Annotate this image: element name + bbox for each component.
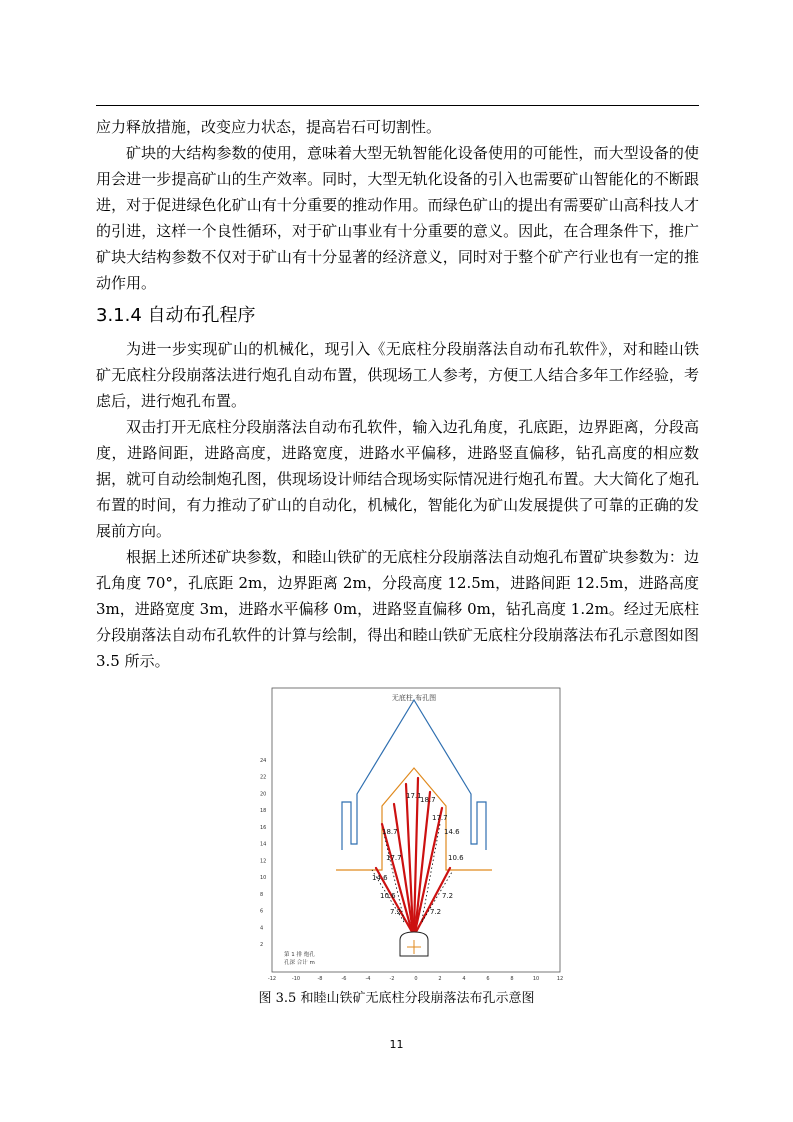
hole-label: 7.2 [442,892,454,900]
x-tick-label: 8 [510,976,514,982]
x-tick-label: -8 [317,976,323,982]
paragraph: 双击打开无底柱分段崩落法自动布孔软件，输入边孔角度，孔底距，边界距离，分段高度，进路间距，进路高度，进路宽度，进路水平偏移，进路竖直偏移，钻孔高度的相应数据，就可自动绘制炮孔图，供现场设计师结合现场实际情况进行炮孔布置。大大简化了炮孔布置的时间，有力推动了矿山的自动化，机械化，智能化为矿山发展提供了可靠的正确的发展前方向。 [96,418,699,540]
y-tick-label: 18 [260,808,267,815]
y-tick-label: 14 [260,841,267,848]
hole-label: 18.7 [382,828,398,836]
blasthole-layout-diagram [254,684,566,984]
x-tick-label: 12 [556,976,564,982]
plot-note: 第 1 排 炮孔 [284,952,315,958]
plot-title: 无底柱 布孔图 [391,694,437,702]
x-tick-label: 0 [414,976,418,982]
y-tick-label: 2 [260,942,264,948]
hole-label: 17.1 [406,792,422,800]
y-tick-label: 12 [260,858,267,865]
hole-label: 7.2 [430,908,442,916]
y-tick-label: 4 [260,925,264,932]
paragraph: 根据上述所述矿块参数，和睦山铁矿的无底柱分段崩落法自动炮孔布置矿块参数为：边孔角度 70°，孔底距 2m，边界距离 2m，分段高度 12.5m，进路间距 12.5m，进路高度 3m，进路宽度 3m，进路水平偏移 0m，进路竖直偏移 0m，钻孔高度 1.2m。经过无底柱分段崩落法自动布孔软件的计算与绘制，得出和睦山铁矿无底柱分段崩落法布孔示意图如图 3.5 所示。 [96,548,699,670]
figure-3-5 [254,684,566,984]
plot-note: 孔深 合计 m [284,960,315,966]
x-tick-label: 2 [438,976,442,982]
y-tick-label: 8 [260,891,264,898]
x-tick-label: -4 [365,976,371,982]
y-tick-label: 16 [260,824,267,831]
hole-label: 10.6 [380,892,396,900]
section-heading: 3.1.4 自动布孔程序 [96,305,256,326]
x-tick-label: -2 [389,976,395,982]
x-tick-label: 6 [486,976,490,982]
y-axis-ticks [260,758,266,948]
y-tick-label: 6 [260,908,264,915]
header-rule [96,105,699,106]
hole-label: 10.6 [448,854,464,862]
x-tick-label: -10 [291,976,301,982]
x-tick-label: -6 [341,976,347,982]
hole-label: 14.6 [444,828,460,836]
x-tick-label: 4 [462,976,466,982]
hole-label: 7.2 [390,908,402,916]
x-tick-label: 10 [532,976,540,982]
y-tick-label: 22 [260,774,267,781]
hole-label: 17.7 [386,854,402,862]
x-axis-ticks [268,976,563,982]
y-tick-label: 20 [260,791,267,798]
hole-label: 14.6 [372,874,388,882]
page-number: 11 [389,1038,404,1051]
figure-caption: 图 3.5 和睦山铁矿无底柱分段崩落法布孔示意图 [258,991,535,1006]
hole-label: 18.7 [420,796,436,804]
page-body [96,114,699,674]
paragraph: 应力释放措施，改变应力状态，提高岩石可切割性。 [96,118,442,136]
paragraph: 矿块的大结构参数的使用，意味着大型无轨智能化设备使用的可能性，而大型设备的使用会进一步提高矿山的生产效率。同时，大型无轨化设备的引入也需要矿山智能化的不断跟进，对于促进绿色化矿山有十分重要的推动作用。而绿色矿山的提出有需要矿山高科技人才的引进，这样一个良性循环，对于矿山事业有十分重要的意义。因此，在合理条件下，推广矿块大结构参数不仅对于矿山有十分显著的经济意义，同时对于整个矿产行业也有一定的推动作用。 [96,144,699,292]
paragraph: 为进一步实现矿山的机械化，现引入《无底柱分段崩落法自动布孔软件》，对和睦山铁矿无底柱分段崩落法进行炮孔自动布置，供现场工人参考，方便工人结合多年工作经验，考虑后，进行炮孔布置。 [96,340,699,410]
hole-label: 17.7 [432,814,448,822]
x-tick-label: -12 [267,976,277,982]
y-tick-label: 10 [260,875,267,882]
y-tick-label: 24 [260,758,267,764]
